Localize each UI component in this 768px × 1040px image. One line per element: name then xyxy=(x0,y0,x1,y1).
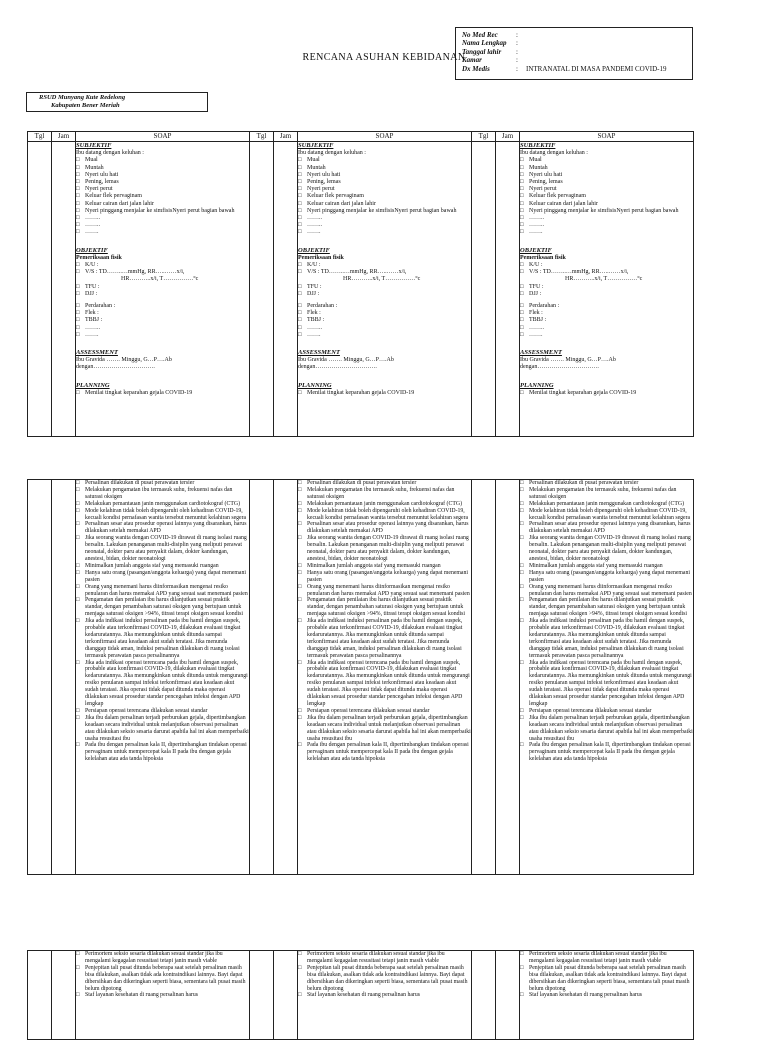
subjektif-checkbox-item[interactable]: □ ……. xyxy=(298,229,471,236)
planning-checkbox-item[interactable]: □ Pengamatan dan penilaian ibu harus dilanjutkan sesuai praktik standar, dengan penambahan saturasi oksigen yang bertujuan untuk menjaga saturasi oksigen >94%, titrasi terapi oksigen sesuai kondisi xyxy=(76,597,249,618)
planning-checkbox-item[interactable]: □ Pada ibu dengan persalinan kala II, dipertimbangkan tindakan operasi pervaginam untuk mempercepat kala II pada ibu dengan gejala kelelahan atau ada tanda hipoksia xyxy=(298,742,471,763)
planning-checkbox-item[interactable]: □ Jika ada indikasi induksi persalinan pada ibu hamil dengan suspek, probable atau terkonfirmasi COVID-19, dilakukan evaluasi tingkat kedaruratannya. Jika memungkinkan untuk ditunda sampai terkonfirmasi atau keadaan akut sudah teratasi. Jika menunda dianggap tidak aman, induksi persalinan dilakukan di ruang isolasi termasuk perawatan pasca persalinannya xyxy=(520,618,693,659)
planning-checkbox-item[interactable]: □ Menilai tingkat keparahan gejala COVID-19 xyxy=(76,390,249,397)
objektif-checkbox-item[interactable]: □ TFU : xyxy=(76,284,249,291)
planning-checkbox-item[interactable]: □ Jika ibu dalam persalinan terjadi perburukan gejala, dipertimbangkan keadaan secara individual untuk melanjutkan observasi persalinan atau dilakukan seksio sesaria darurat apabila hal ini akan memperbaiki usaha resusitasi ibu xyxy=(76,715,249,743)
planning-checkbox-item[interactable]: □ Minimalkan jumlah anggota staf yang memasuki ruangan xyxy=(76,563,249,570)
objektif-checkbox-item[interactable]: □ TBBJ : xyxy=(298,317,471,324)
header-jam: Jam xyxy=(274,132,298,142)
objektif-checkbox-item[interactable]: □ Perdarahan : xyxy=(298,303,471,310)
objektif-checkbox-item[interactable]: □ ……. xyxy=(76,332,249,339)
spacer xyxy=(298,237,471,242)
tgl-cell[interactable] xyxy=(472,480,496,875)
patient-row-diagnosis: Dx Medis : INTRANATAL DI MASA PANDEMI COVID-19 xyxy=(462,64,667,73)
planning-checkbox-item[interactable]: □ Persiapan operasi terencana dilakukan sesuai standar xyxy=(520,708,693,715)
planning-checkbox-item[interactable]: □ Staf layanan kesehatan di ruang persalinan harus xyxy=(520,992,693,999)
planning-checkbox-item[interactable]: □ Jika ada indikasi induksi persalinan pada ibu hamil dengan suspek, probable atau terkonfirmasi COVID-19, dilakukan evaluasi tingkat kedaruratannya. Jika memungkinkan untuk ditunda sampai terkonfirmasi atau keadaan akut sudah teratasi. Jika menunda dianggap tidak aman, induksi persalinan dilakukan di ruang isolasi termasuk perawatan pasca persalinannya xyxy=(298,618,471,659)
objektif-checkbox-item-list xyxy=(76,262,249,276)
jam-cell[interactable] xyxy=(496,951,520,1040)
subjektif-checkbox-item[interactable]: □ …….. xyxy=(520,215,693,222)
subjektif-checkbox-item[interactable]: □ Nyeri ulu hati xyxy=(76,172,249,179)
planning-heading: PLANNING xyxy=(76,381,110,389)
soap-cell xyxy=(298,951,472,1040)
subjektif-checkbox-item-list xyxy=(298,157,471,236)
objektif-subheading: Pemeriksaan fisik xyxy=(76,254,122,261)
planning-checkbox-item[interactable]: □ Melakukan pengamatan ibu termasuk suhu, frekuensi nafas dan saturasi oksigen xyxy=(520,487,693,501)
planning-checkbox-item-list xyxy=(520,480,693,763)
planning-checkbox-item[interactable]: □ Penjepitan tali pusat ditunda beberapa saat setelah persalinan masih bisa dilakukan, asalkan tidak ada kontraindikasi lainnya. Bayi dapat dibersihkan dan dikeringkan seperti biasa, sementara tali pusat masih belum dipotong xyxy=(298,965,471,993)
subjektif-checkbox-item[interactable]: □ Muntah xyxy=(76,165,249,172)
objektif-checkbox-item-list xyxy=(298,303,471,339)
subjektif-checkbox-item[interactable]: □ Keluar flek pervaginam xyxy=(76,193,249,200)
objektif-checkbox-item[interactable]: □ V/S : TD……..…mmHg, RR…..……x/i, xyxy=(520,269,693,276)
tgl-cell[interactable] xyxy=(472,142,496,437)
objektif-checkbox-item[interactable]: □ V/S : TD……..…mmHg, RR…..……x/i, xyxy=(76,269,249,276)
objektif-checkbox-item[interactable]: □ Flek : xyxy=(298,310,471,317)
planning-checkbox-item[interactable]: □ Pengamatan dan penilaian ibu harus dilanjutkan sesuai praktik standar, dengan penambahan saturasi oksigen yang bertujuan untuk menjaga saturasi oksigen >94%, titrasi terapi oksigen sesuai kondisi xyxy=(298,597,471,618)
vital-signs-line: HR………..x/i, T……………°c xyxy=(121,276,199,283)
spacer xyxy=(76,237,249,242)
jam-cell[interactable] xyxy=(52,951,76,1040)
subjektif-checkbox-item[interactable]: □ …….. xyxy=(520,222,693,229)
objektif-heading: OBJEKTIF xyxy=(298,246,330,254)
objektif-heading: OBJEKTIF xyxy=(76,246,108,254)
planning-checkbox-item-list xyxy=(76,480,249,763)
jam-cell[interactable] xyxy=(52,142,76,437)
objektif-checkbox-item[interactable]: □ K/U : xyxy=(76,262,249,269)
jam-cell[interactable] xyxy=(496,142,520,437)
planning-checkbox-item[interactable]: □ Orang yang menemani harus diinformasikan mengenai resiko penularan dan harus memakai APD yang sesuai saat menemani pasien xyxy=(298,584,471,598)
planning-checkbox-item[interactable]: □ Melakukan pemantauan janin menggunakan cardiotokograf (CTG) xyxy=(298,501,471,508)
planning-checkbox-item[interactable]: □ Jika seorang wanita dengan COVID-19 dirawat di ruang isolasi ruang bersalin. Lakukan penanganan multi-disiplin yang meliputi perawat neonatal, dokter paru atau penyakit dalam, dokter kandungan, anestesi, bidan, dokter neonatologi xyxy=(76,535,249,563)
subjektif-checkbox-item[interactable]: □ Pening, lemas xyxy=(76,179,249,186)
objektif-subheading: Pemeriksaan fisik xyxy=(520,254,566,261)
subjektif-checkbox-item[interactable]: □ Nyeri ulu hati xyxy=(520,172,693,179)
planning-checkbox-item[interactable]: □ Jika seorang wanita dengan COVID-19 dirawat di ruang isolasi ruang bersalin. Lakukan penanganan multi-disiplin yang meliputi perawat neonatal, dokter paru atau penyakit dalam, dokter kandungan, anestesi, bidan, dokter neonatologi xyxy=(520,535,693,563)
planning-checkbox-item[interactable]: □ Perimortem seksio sesaria dilakukan sesuai standar jika ibu mengalami kegagalan resusitasi tetapi janin masih viable xyxy=(298,951,471,965)
subjektif-checkbox-item[interactable]: □ ……. xyxy=(520,229,693,236)
planning-checkbox-item[interactable]: □ Penjepitan tali pusat ditunda beberapa saat setelah persalinan masih bisa dilakukan, asalkan tidak ada kontraindikasi lainnya. Bayi dapat dibersihkan dan dikeringkan seperti biasa, sementara tali pusat masih belum dipotong xyxy=(520,965,693,993)
soap-cell xyxy=(298,480,472,875)
planning-checkbox-item[interactable]: □ Perimortem seksio sesaria dilakukan sesuai standar jika ibu mengalami kegagalan resusitasi tetapi janin masih viable xyxy=(76,951,249,965)
subjektif-intro: Ibu datang dengan keluhan : xyxy=(76,150,144,157)
planning-heading: PLANNING xyxy=(298,381,332,389)
planning-checkbox-item[interactable]: □ Melakukan pengamatan ibu termasuk suhu, frekuensi nafas dan saturasi oksigen xyxy=(298,487,471,501)
header-soap: SOAP xyxy=(298,132,472,142)
subjektif-intro: Ibu datang dengan keluhan : xyxy=(520,150,588,157)
objektif-checkbox-item[interactable]: □ K/U : xyxy=(298,262,471,269)
tgl-cell[interactable] xyxy=(250,142,274,437)
assessment-line: Ibu Gravida ……. Minggu, G…P….Ab xyxy=(520,357,616,364)
patient-row-name: Nama Lengkap : xyxy=(462,39,518,48)
subjektif-checkbox-item[interactable]: □ Keluar cairan dari jalan lahir xyxy=(298,201,471,208)
planning-checkbox-item[interactable]: □ Mode kelahiran tidak boleh dipengaruhi oleh kehadiran COVID-19, kecuali kondisi pernafasan wanita tersebut menuntut kelahiran segera xyxy=(520,508,693,522)
planning-checkbox-item-list xyxy=(298,951,471,999)
header-jam: Jam xyxy=(496,132,520,142)
subjektif-checkbox-item-list xyxy=(520,157,693,236)
planning-checkbox-item[interactable]: □ Persiapan operasi terencana dilakukan sesuai standar xyxy=(76,708,249,715)
soap-cell xyxy=(76,480,250,875)
objektif-checkbox-item[interactable]: □ DJJ : xyxy=(76,291,249,298)
planning-checkbox-item[interactable]: □ Persalinan sesar atau prosedur operasi lainnya yang disarankan, harus dilakukan setelah memakai APD xyxy=(298,521,471,535)
header-jam: Jam xyxy=(52,132,76,142)
objektif-checkbox-item-list xyxy=(520,262,693,276)
subjektif-checkbox-item[interactable]: □ …….. xyxy=(76,222,249,229)
soap-cell xyxy=(520,480,694,875)
objektif-checkbox-item[interactable]: □ DJJ : xyxy=(298,291,471,298)
tgl-cell[interactable] xyxy=(250,480,274,875)
hospital-regency: Kabupaten Bener Meriah xyxy=(51,102,120,109)
planning-checkbox-item[interactable]: □ Hanya satu orang (pasangan/anggota keluarga) yang dapat menemani pasien xyxy=(520,570,693,584)
planning-checkbox-item[interactable]: □ Pada ibu dengan persalinan kala II, dipertimbangkan tindakan operasi pervaginam untuk mempercepat kala II pada ibu dengan gejala kelelahan atau ada tanda hipoksia xyxy=(76,742,249,763)
subjektif-heading: SUBJEKTIF xyxy=(520,142,556,149)
jam-cell[interactable] xyxy=(274,142,298,437)
planning-checkbox-item[interactable]: □ Jika ada indikasi operasi terencana pada ibu hamil dengan suspek, probable atau konfirmasi COVID-19, dilakukan evaluasi tingkat kedaruratannya. Jika memungkinkan untuk ditunda untuk mengurangi resiko penularan sampai infeksi terkonfirmasi atau keadaan akut sudah teratasi. Jika operasi tidak dapat ditunda maka operasi dilakukan sesuai prosedur standar pencegahan infeksi dengan APD lengkap xyxy=(298,660,471,708)
objektif-checkbox-item[interactable]: □ …….. xyxy=(76,325,249,332)
planning-checkbox-item[interactable]: □ Menilai tingkat keparahan gejala COVID-19 xyxy=(298,390,471,397)
planning-checkbox-item[interactable]: □ Persalinan dilakukan di pusat perawatan tersier xyxy=(76,480,249,487)
objektif-checkbox-item[interactable]: □ ……. xyxy=(298,332,471,339)
header-soap: SOAP xyxy=(520,132,694,142)
tgl-cell[interactable] xyxy=(250,951,274,1040)
subjektif-checkbox-item[interactable]: □ Mual xyxy=(76,157,249,164)
planning-checkbox-item-list xyxy=(298,390,471,397)
objektif-checkbox-item[interactable]: □ ……. xyxy=(520,332,693,339)
subjektif-checkbox-item[interactable]: □ Muntah xyxy=(298,165,471,172)
subjektif-checkbox-item[interactable]: □ Nyeri ulu hati xyxy=(298,172,471,179)
soap-table-2 xyxy=(27,479,694,875)
objektif-checkbox-item[interactable]: □ TBBJ : xyxy=(520,317,693,324)
patient-row-medrec: No Med Rec : xyxy=(462,31,518,39)
assessment-heading: ASSESSMENT xyxy=(520,349,562,357)
subjektif-checkbox-item[interactable]: □ Nyeri pinggang menjalar ke simfisisNyeri perut bagian bawah xyxy=(298,208,471,215)
page-title: RENCANA ASUHAN KEBIDANAN xyxy=(302,52,466,63)
objektif-checkbox-item[interactable]: □ TFU : xyxy=(520,284,693,291)
planning-checkbox-item[interactable]: □ Persalinan dilakukan di pusat perawatan tersier xyxy=(298,480,471,487)
header-tgl: Tgl xyxy=(28,132,52,142)
tgl-cell[interactable] xyxy=(28,480,52,875)
tgl-cell[interactable] xyxy=(28,951,52,1040)
planning-checkbox-item-list xyxy=(520,951,693,999)
soap-table-1 xyxy=(27,131,694,437)
objektif-checkbox-item-list xyxy=(520,303,693,339)
soap-cell xyxy=(298,142,472,437)
subjektif-checkbox-item[interactable]: □ ……. xyxy=(76,229,249,236)
subjektif-checkbox-item[interactable]: □ Mual xyxy=(520,157,693,164)
objektif-checkbox-item-list xyxy=(298,262,471,276)
objektif-checkbox-item[interactable]: □ TBBJ : xyxy=(76,317,249,324)
planning-checkbox-item[interactable]: □ Orang yang menemani harus diinformasikan mengenai resiko penularan dan harus memakai APD yang sesuai saat menemani pasien xyxy=(520,584,693,598)
tgl-cell[interactable] xyxy=(472,951,496,1040)
planning-checkbox-item[interactable]: □ Hanya satu orang (pasangan/anggota keluarga) yang dapat menemani pasien xyxy=(76,570,249,584)
subjektif-heading: SUBJEKTIF xyxy=(298,142,334,149)
planning-checkbox-item[interactable]: □ Perimortem seksio sesaria dilakukan sesuai standar jika ibu mengalami kegagalan resusitasi tetapi janin masih viable xyxy=(520,951,693,965)
soap-cell xyxy=(520,951,694,1040)
subjektif-checkbox-item[interactable]: □ Muntah xyxy=(520,165,693,172)
planning-checkbox-item[interactable]: □ Jika seorang wanita dengan COVID-19 dirawat di ruang isolasi ruang bersalin. Lakukan penanganan multi-disiplin yang meliputi perawat neonatal, dokter paru atau penyakit dalam, dokter kandungan, anestesi, bidan, dokter neonatologi xyxy=(298,535,471,563)
subjektif-checkbox-item[interactable]: □ Nyeri pinggang menjalar ke simfisisNyeri perut bagian bawah xyxy=(76,208,249,215)
subjektif-checkbox-item[interactable]: □ Nyeri perut xyxy=(520,186,693,193)
planning-checkbox-item[interactable]: □ Melakukan pemantauan janin menggunakan cardiotokograf (CTG) xyxy=(520,501,693,508)
spacer xyxy=(76,372,249,377)
jam-cell[interactable] xyxy=(496,480,520,875)
objektif-checkbox-item[interactable]: □ Perdarahan : xyxy=(76,303,249,310)
planning-checkbox-item[interactable]: □ Jika ada indikasi operasi terencana pada ibu hamil dengan suspek, probable atau konfirmasi COVID-19, dilakukan evaluasi tingkat kedaruratannya. Jika memungkinkan untuk ditunda untuk mengurangi resiko penularan sampai infeksi terkonfirmasi atau keadaan akut sudah teratasi. Jika operasi tidak dapat ditunda maka operasi dilakukan sesuai prosedur standar pencegahan infeksi dengan APD lengkap xyxy=(520,660,693,708)
subjektif-checkbox-item[interactable]: □ Mual xyxy=(298,157,471,164)
subjektif-heading: SUBJEKTIF xyxy=(76,142,112,149)
soap-cell xyxy=(520,142,694,437)
assessment-line: dengan…………………………. xyxy=(520,364,599,371)
patient-row-dob: Tanggal lahir : xyxy=(462,47,518,56)
planning-checkbox-item[interactable]: □ Hanya satu orang (pasangan/anggota keluarga) yang dapat menemani pasien xyxy=(298,570,471,584)
subjektif-checkbox-item[interactable]: □ …….. xyxy=(298,215,471,222)
planning-checkbox-item[interactable]: □ Persalinan sesar atau prosedur operasi lainnya yang disarankan, harus dilakukan setelah memakai APD xyxy=(520,521,693,535)
planning-checkbox-item[interactable]: □ Persalinan dilakukan di pusat perawatan tersier xyxy=(520,480,693,487)
spacer xyxy=(76,339,249,344)
subjektif-checkbox-item[interactable]: □ Nyeri perut xyxy=(298,186,471,193)
assessment-heading: ASSESSMENT xyxy=(298,349,340,357)
planning-checkbox-item[interactable]: □ Jika ibu dalam persalinan terjadi perburukan gejala, dipertimbangkan keadaan secara individual untuk melanjutkan observasi persalinan atau dilakukan seksio sesaria darurat apabila hal ini akan memperbaiki usaha resusitasi ibu xyxy=(298,715,471,743)
header-tgl: Tgl xyxy=(472,132,496,142)
assessment-heading: ASSESSMENT xyxy=(76,349,118,357)
soap-cell xyxy=(76,142,250,437)
planning-checkbox-item-list xyxy=(76,390,249,397)
planning-checkbox-item[interactable]: □ Staf layanan kesehatan di ruang persalinan harus xyxy=(76,992,249,999)
header-soap: SOAP xyxy=(76,132,250,142)
jam-cell[interactable] xyxy=(52,480,76,875)
objektif-checkbox-item[interactable]: □ Flek : xyxy=(76,310,249,317)
spacer xyxy=(298,339,471,344)
planning-checkbox-item[interactable]: □ Jika ada indikasi operasi terencana pada ibu hamil dengan suspek, probable atau konfirmasi COVID-19, dilakukan evaluasi tingkat kedaruratannya. Jika memungkinkan untuk ditunda untuk mengurangi resiko penularan sampai infeksi terkonfirmasi atau keadaan akut sudah teratasi. Jika operasi tidak dapat ditunda maka operasi dilakukan sesuai prosedur standar pencegahan infeksi dengan APD lengkap xyxy=(76,660,249,708)
subjektif-checkbox-item[interactable]: □ Keluar cairan dari jalan lahir xyxy=(76,201,249,208)
spacer xyxy=(520,237,693,242)
spacer xyxy=(298,372,471,377)
header-tgl: Tgl xyxy=(250,132,274,142)
soap-cell xyxy=(76,951,250,1040)
subjektif-checkbox-item[interactable]: □ …….. xyxy=(76,215,249,222)
patient-row-room: Kamar : xyxy=(462,56,518,65)
subjektif-checkbox-item[interactable]: □ Keluar flek pervaginam xyxy=(520,193,693,200)
objektif-checkbox-item-list xyxy=(520,284,693,298)
subjektif-checkbox-item[interactable]: □ Keluar flek pervaginam xyxy=(298,193,471,200)
subjektif-intro: Ibu datang dengan keluhan : xyxy=(298,150,366,157)
spacer xyxy=(520,372,693,377)
planning-checkbox-item[interactable]: □ Pada ibu dengan persalinan kala II, dipertimbangkan tindakan operasi pervaginam untuk mempercepat kala II pada ibu dengan gejala kelelahan atau ada tanda hipoksia xyxy=(520,742,693,763)
objektif-checkbox-item[interactable]: □ V/S : TD……..…mmHg, RR…..……x/i, xyxy=(298,269,471,276)
subjektif-checkbox-item[interactable]: □ Nyeri pinggang menjalar ke simfisisNyeri perut bagian bawah xyxy=(520,208,693,215)
planning-checkbox-item[interactable]: □ Pengamatan dan penilaian ibu harus dilanjutkan sesuai praktik standar, dengan penambahan saturasi oksigen yang bertujuan untuk menjaga saturasi oksigen >94%, titrasi terapi oksigen sesuai kondisi xyxy=(520,597,693,618)
objektif-checkbox-item[interactable]: □ …….. xyxy=(298,325,471,332)
objektif-checkbox-item[interactable]: □ Perdarahan : xyxy=(520,303,693,310)
planning-checkbox-item[interactable]: □ Persalinan sesar atau prosedur operasi lainnya yang disarankan, harus dilakukan setelah memakai APD xyxy=(76,521,249,535)
planning-checkbox-item[interactable]: □ Minimalkan jumlah anggota staf yang memasuki ruangan xyxy=(520,563,693,570)
planning-checkbox-item[interactable]: □ Penjepitan tali pusat ditunda beberapa saat setelah persalinan masih bisa dilakukan, asalkan tidak ada kontraindikasi lainnya. Bayi dapat dibersihkan dan dikeringkan seperti biasa, sementara tali pusat masih belum dipotong xyxy=(76,965,249,993)
objektif-checkbox-item-list xyxy=(76,284,249,298)
hospital-box xyxy=(26,92,208,112)
objektif-checkbox-item[interactable]: □ Flek : xyxy=(520,310,693,317)
objektif-subheading: Pemeriksaan fisik xyxy=(298,254,344,261)
objektif-checkbox-item[interactable]: □ TFU : xyxy=(298,284,471,291)
planning-checkbox-item[interactable]: □ Persiapan operasi terencana dilakukan sesuai standar xyxy=(298,708,471,715)
objektif-checkbox-item[interactable]: □ DJJ : xyxy=(520,291,693,298)
assessment-line: dengan…………………………. xyxy=(298,364,377,371)
planning-checkbox-item-list xyxy=(298,480,471,763)
planning-checkbox-item[interactable]: □ Mode kelahiran tidak boleh dipengaruhi oleh kehadiran COVID-19, kecuali kondisi pernafasan wanita tersebut menuntut kelahiran segera xyxy=(76,508,249,522)
subjektif-checkbox-item[interactable]: □ …….. xyxy=(298,222,471,229)
objektif-heading: OBJEKTIF xyxy=(520,246,552,254)
hospital-name: RSUD Munyang Kute Redelong xyxy=(39,94,126,101)
jam-cell[interactable] xyxy=(274,951,298,1040)
planning-checkbox-item-list xyxy=(76,951,249,999)
objektif-checkbox-item-list xyxy=(298,284,471,298)
planning-heading: PLANNING xyxy=(520,381,554,389)
objektif-checkbox-item[interactable]: □ K/U : xyxy=(520,262,693,269)
planning-checkbox-item[interactable]: □ Melakukan pemantauan janin menggunakan cardiotokograf (CTG) xyxy=(76,501,249,508)
jam-cell[interactable] xyxy=(274,480,298,875)
subjektif-checkbox-item-list xyxy=(76,157,249,236)
planning-checkbox-item[interactable]: □ Menilai tingkat keparahan gejala COVID-19 xyxy=(520,390,693,397)
assessment-line: Ibu Gravida ……. Minggu, G…P….Ab xyxy=(298,357,394,364)
subjektif-checkbox-item[interactable]: □ Keluar cairan dari jalan lahir xyxy=(520,201,693,208)
subjektif-checkbox-item[interactable]: □ Pening, lemas xyxy=(520,179,693,186)
spacer xyxy=(520,339,693,344)
planning-checkbox-item[interactable]: □ Orang yang menemani harus diinformasikan mengenai resiko penularan dan harus memakai APD yang sesuai saat menemani pasien xyxy=(76,584,249,598)
subjektif-checkbox-item[interactable]: □ Pening, lemas xyxy=(298,179,471,186)
soap-table-3 xyxy=(27,950,694,1040)
tgl-cell[interactable] xyxy=(28,142,52,437)
planning-checkbox-item[interactable]: □ Jika ibu dalam persalinan terjadi perburukan gejala, dipertimbangkan keadaan secara individual untuk melanjutkan observasi persalinan atau dilakukan seksio sesaria darurat apabila hal ini akan memperbaiki usaha resusitasi ibu xyxy=(520,715,693,743)
planning-checkbox-item-list xyxy=(520,390,693,397)
vital-signs-line: HR………..x/i, T……………°c xyxy=(565,276,643,283)
objektif-checkbox-item[interactable]: □ …….. xyxy=(520,325,693,332)
assessment-line: dengan…………………………. xyxy=(76,364,155,371)
objektif-checkbox-item-list xyxy=(76,303,249,339)
planning-checkbox-item[interactable]: □ Minimalkan jumlah anggota staf yang memasuki ruangan xyxy=(298,563,471,570)
planning-checkbox-item[interactable]: □ Jika ada indikasi induksi persalinan pada ibu hamil dengan suspek, probable atau terkonfirmasi COVID-19, dilakukan evaluasi tingkat kedaruratannya. Jika memungkinkan untuk ditunda sampai terkonfirmasi atau keadaan akut sudah teratasi. Jika menunda dianggap tidak aman, induksi persalinan dilakukan di ruang isolasi termasuk perawatan pasca persalinannya xyxy=(76,618,249,659)
planning-checkbox-item[interactable]: □ Staf layanan kesehatan di ruang persalinan harus xyxy=(298,992,471,999)
vital-signs-line: HR………..x/i, T……………°c xyxy=(343,276,421,283)
planning-checkbox-item[interactable]: □ Mode kelahiran tidak boleh dipengaruhi oleh kehadiran COVID-19, kecuali kondisi pernafasan wanita tersebut menuntut kelahiran segera xyxy=(298,508,471,522)
table-header-row xyxy=(28,132,694,142)
assessment-line: Ibu Gravida ……. Minggu, G…P….Ab xyxy=(76,357,172,364)
planning-checkbox-item[interactable]: □ Melakukan pengamatan ibu termasuk suhu, frekuensi nafas dan saturasi oksigen xyxy=(76,487,249,501)
subjektif-checkbox-item[interactable]: □ Nyeri perut xyxy=(76,186,249,193)
